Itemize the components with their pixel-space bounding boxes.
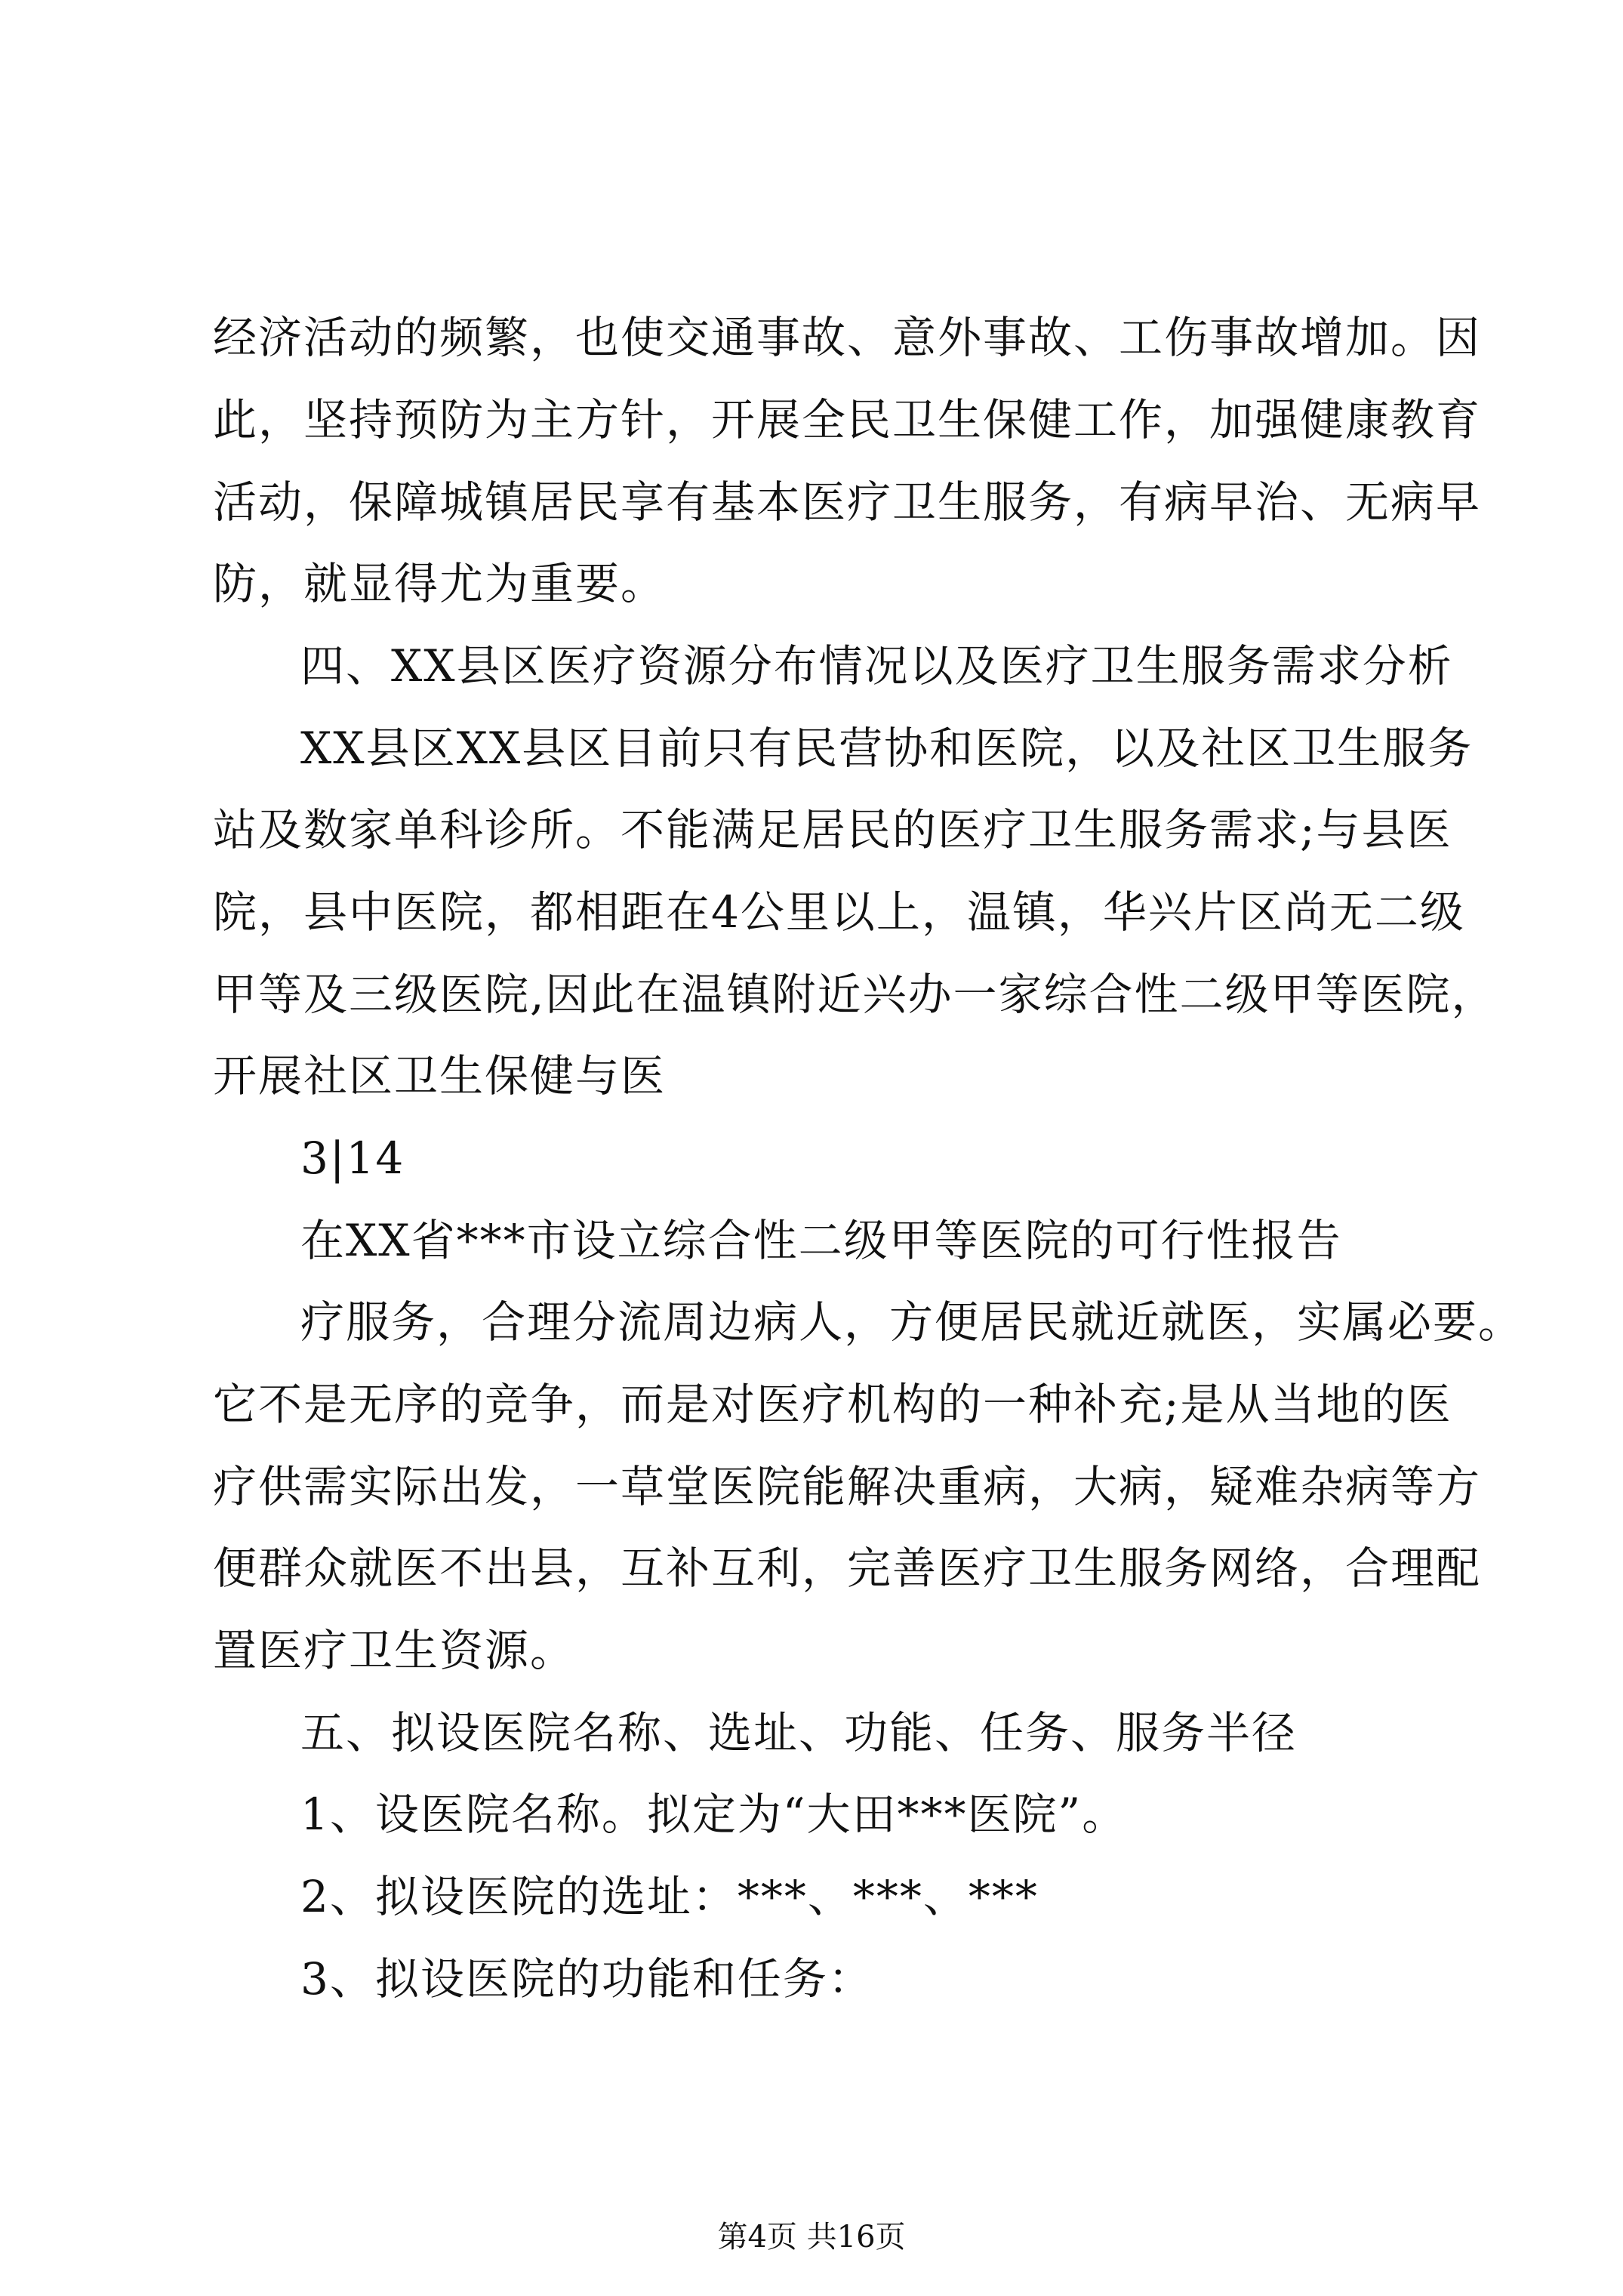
paragraph-line: 疗供需实际出发，一草堂医院能解决重病，大病，疑难杂病等方	[213, 1461, 1482, 1512]
paragraph-line: 站及数家单科诊所。不能满足居民的医疗卫生服务需求;与县医	[213, 804, 1452, 855]
list-item: 2、拟设医院的选址：***、***、***	[300, 1871, 1039, 1922]
list-item: 1、设医院名称。拟定为“大田***医院”。	[300, 1789, 1128, 1840]
paragraph-line: 甲等及三级医院,因此在温镇附近兴办一家综合性二级甲等医院，	[213, 969, 1497, 1020]
section-heading: 五、拟设医院名称、选址、功能、任务、服务半径	[300, 1707, 1298, 1758]
paragraph-line: 经济活动的频繁，也使交通事故、意外事故、工伤事故增加。因	[213, 312, 1482, 363]
paragraph-line: 便群众就医不出县，互补互利，完善医疗卫生服务网络，合理配	[213, 1542, 1482, 1594]
page-footer: 第4页 共16页	[717, 2220, 906, 2254]
paragraph-line: 疗服务，合理分流周边病人，方便居民就近就医，实属必要。	[300, 1296, 1524, 1348]
paragraph-line: 院，县中医院，都相距在4公里以上，温镇，华兴片区尚无二级	[213, 886, 1465, 938]
paragraph-line: 活动，保障城镇居民享有基本医疗卫生服务，有病早治、无病早	[213, 476, 1482, 528]
paragraph-line: 置医疗卫生资源。	[213, 1625, 576, 1676]
section-heading: 四、XX县区医疗资源分布情况以及医疗卫生服务需求分析	[300, 640, 1453, 692]
paragraph-line: XX县区XX县区目前只有民营协和医院，以及社区卫生服务	[300, 723, 1474, 774]
paragraph-line: 此，坚持预防为主方针，开展全民卫生保健工作，加强健康教育	[213, 394, 1482, 445]
list-item: 3、拟设医院的功能和任务：	[300, 1953, 873, 2005]
paragraph-line: 它不是无序的竞争，而是对医疗机构的一种补充;是从当地的医	[213, 1379, 1452, 1430]
paragraph-line: 防，就显得尤为重要。	[213, 558, 667, 609]
document-title: 在XX省***市设立综合性二级甲等医院的可行性报告	[300, 1215, 1342, 1266]
page-marker: 3|14	[300, 1133, 405, 1184]
paragraph-line: 开展社区卫生保健与医	[213, 1050, 667, 1102]
